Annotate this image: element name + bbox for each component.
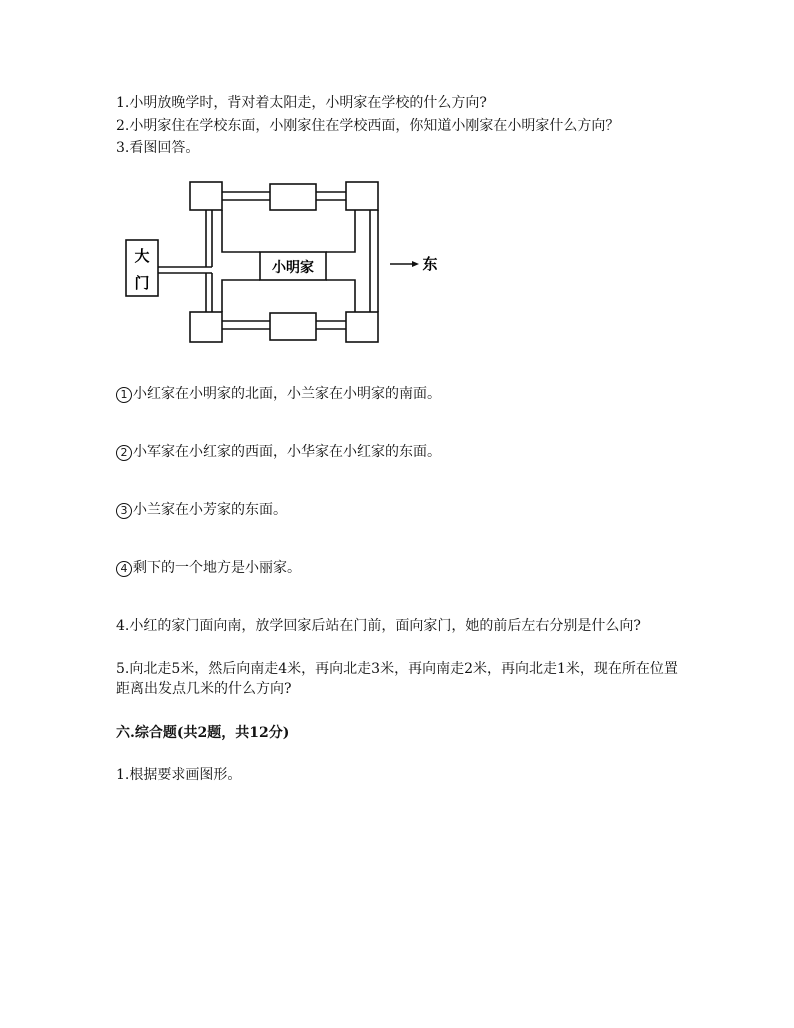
plot-top-middle (270, 184, 316, 210)
clue-text: 小红家在小明家的北面，小兰家在小明家的南面。 (133, 386, 441, 402)
question-3: 3.看图回答。 (116, 140, 200, 156)
plot-top-right (346, 182, 378, 210)
section-6-question-1: 1.根据要求画图形。 (116, 767, 242, 783)
gate-label-top: 大 (134, 247, 150, 265)
gate-label-bottom: 门 (134, 274, 150, 292)
clue-4 (116, 558, 301, 578)
clue-2 (116, 442, 441, 462)
section-6-heading: 六.综合题(共2题，共12分) (116, 725, 290, 741)
clue-text: 小兰家在小芳家的东面。 (133, 502, 287, 518)
plot-bottom-middle (270, 313, 316, 340)
plot-bottom-right (346, 312, 378, 342)
clue-text: 剩下的一个地方是小丽家。 (133, 560, 301, 576)
clue-1 (116, 384, 441, 404)
question-1: 1.小明放晚学时，背对着太阳走，小明家在学校的什么方向? (116, 95, 487, 111)
home-label: 小明家 (272, 260, 314, 276)
east-arrow-head (412, 261, 419, 267)
question-5: 5.向北走5米，然后向南走4米，再向北走3米，再向南走2米，再向北走1米，现在所在位置距离出发点几米的什么方向? (116, 661, 678, 697)
east-label: 东 (422, 255, 438, 273)
clue-number: 1 (116, 387, 132, 403)
question-4: 4.小红的家门面向南，放学回家后站在门前，面向家门，她的前后左右分别是什么向? (116, 618, 641, 634)
map-diagram (120, 176, 440, 348)
clue-number: 4 (116, 561, 132, 577)
question-2: 2.小明家住在学校东面，小刚家住在学校西面，你知道小刚家在小明家什么方向？ (116, 118, 620, 134)
clue-number: 2 (116, 445, 132, 461)
plot-top-left (190, 182, 222, 210)
clue-number: 3 (116, 503, 132, 519)
plot-bottom-left (190, 312, 222, 342)
clue-text: 小军家在小红家的西面，小华家在小红家的东面。 (133, 444, 441, 460)
clue-3 (116, 500, 287, 520)
